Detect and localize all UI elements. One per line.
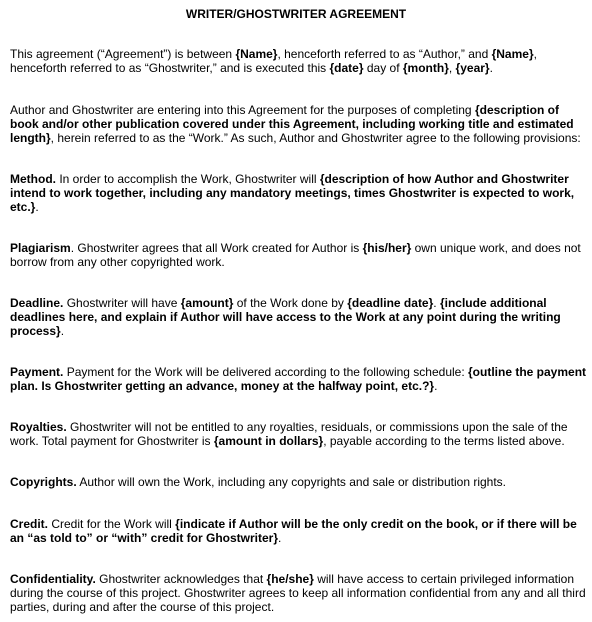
payment-text: . (434, 379, 438, 393)
intro-text: This agreement (“Agreement”) is between (10, 47, 236, 61)
intro-paragraph (10, 47, 590, 75)
credit-clause (10, 517, 590, 545)
pronoun-placeholder: {his/her} (362, 241, 412, 255)
confidentiality-clause (10, 572, 590, 614)
author-name-placeholder: {Name} (235, 47, 278, 61)
deadline-text: . (60, 324, 65, 338)
purpose-text: Author and Ghostwriter are entering into this Agreement for the purposes of completing (10, 103, 475, 117)
payment-text: Payment for the Work will be delivered according to the following schedule: (63, 365, 469, 379)
work-description-placeholder: {description of book and/or other publication covered under this Agreement, including working title and estimated length} (10, 103, 574, 145)
deadline-text: . (433, 296, 440, 310)
deadline-text: of the Work done by (233, 296, 348, 310)
copyrights-text: Author will own the Work, including any copyrights and sale or distribution rights. (76, 475, 506, 489)
payment-plan-placeholder: {outline the payment plan. Is Ghostwriter getting an advance, money at the halfway point, etc.?} (10, 365, 587, 393)
method-placeholder: {description of how Author and Ghostwriter intend to work together, including any mandatory meetings, times Ghostwriter is expected to work, etc.} (10, 172, 575, 214)
date-placeholder: {date} (329, 61, 364, 75)
amount-placeholder: {amount} (180, 296, 234, 310)
plagiarism-clause (10, 241, 590, 269)
month-placeholder: {month} (402, 61, 449, 75)
payment-heading: Payment. (10, 365, 64, 379)
confidentiality-text: Ghostwriter acknowledges that (95, 572, 267, 586)
confidentiality-text: will have access to certain privileged information during the course of this project. Ghostwriter agrees to keep all information confidential from any and all third parties, during and after the course of this project. (10, 572, 586, 614)
purpose-text: , herein referred to as the “Work.” As such, Author and Ghostwriter agree to the following provisions: (50, 131, 581, 145)
plagiarism-text: . Ghostwriter agrees that all Work created for Author is (70, 241, 363, 255)
intro-text: day of (363, 61, 403, 75)
intro-text: henceforth referred to as “Ghostwriter,” and is executed this (10, 61, 330, 75)
method-clause (10, 172, 590, 214)
deadline-date-placeholder: {deadline date} (347, 296, 434, 310)
credit-text: Credit for the Work will (48, 517, 176, 531)
intro-text: , (448, 61, 456, 75)
copyrights-clause (10, 475, 590, 489)
plagiarism-heading: Plagiarism (10, 241, 71, 255)
amount-in-dollars-placeholder: {amount in dollars} (213, 434, 324, 448)
method-heading: Method. (10, 172, 56, 186)
additional-deadlines-placeholder: {include additional deadlines here, and explain if Author will have access to the Work at any point during the writing process} (10, 296, 561, 338)
credit-placeholder: {indicate if Author will be the only credit on the book, or if there will be an “as told to” or “with” credit for Ghostwriter} (10, 517, 577, 545)
royalties-clause (10, 420, 590, 448)
royalties-heading: Royalties. (10, 420, 67, 434)
royalties-text: , payable according to the terms listed above. (323, 434, 565, 448)
pronoun-placeholder: {he/she} (266, 572, 314, 586)
confidentiality-heading: Confidentiality. (10, 572, 96, 586)
purpose-paragraph (10, 103, 590, 145)
royalties-text: Ghostwriter will not be entitled to any royalties, residuals, or commissions upon the sale of the work. Total payment for Ghostwriter is (10, 420, 568, 448)
intro-text: , henceforth referred to as “Author,” and (277, 47, 492, 61)
deadline-clause (10, 296, 590, 338)
method-text: In order to accomplish the Work, Ghostwriter will (56, 172, 320, 186)
year-placeholder: {year} (455, 61, 490, 75)
deadline-text: Ghostwriter will have (63, 296, 181, 310)
copyrights-heading: Copyrights. (10, 475, 77, 489)
intro-text: . (489, 61, 493, 75)
plagiarism-text: own unique work, and does not borrow from any other copyrighted work. (10, 241, 581, 269)
deadline-heading: Deadline. (10, 296, 64, 310)
method-text: . (35, 200, 39, 214)
document-title: WRITER/GHOSTWRITER AGREEMENT (185, 7, 407, 21)
intro-text: , (533, 47, 537, 61)
payment-clause (10, 365, 590, 393)
credit-text: . (278, 531, 282, 545)
ghostwriter-name-placeholder: {Name} (491, 47, 534, 61)
credit-heading: Credit. (10, 517, 49, 531)
